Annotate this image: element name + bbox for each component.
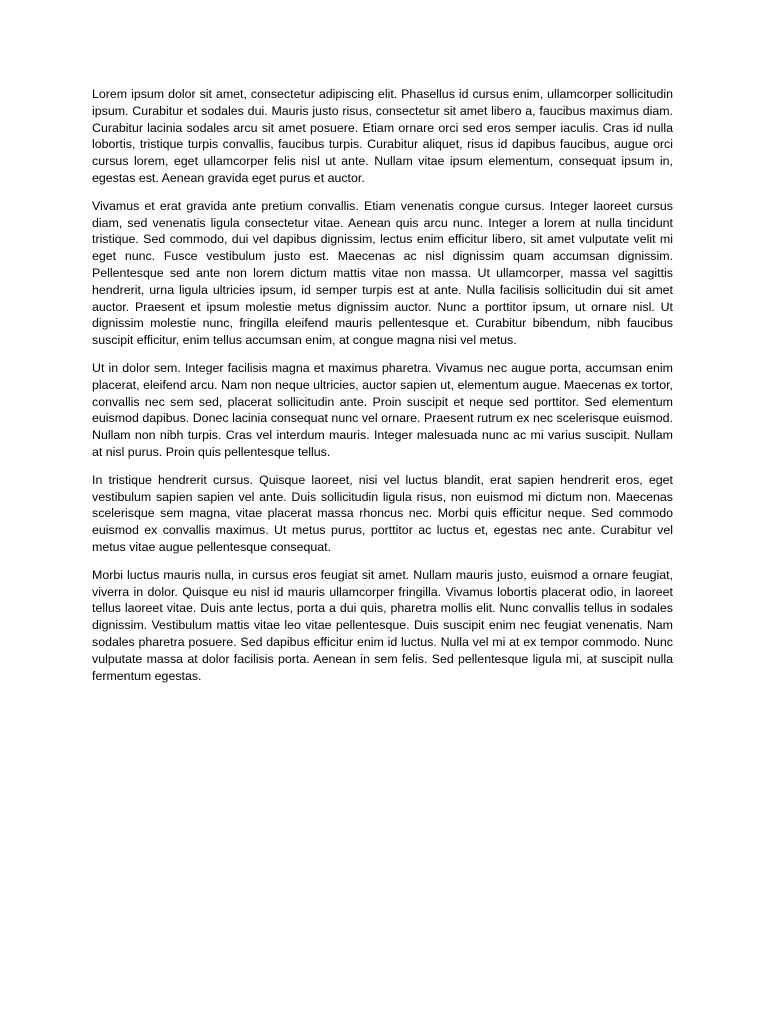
paragraph-3: Ut in dolor sem. Integer facilisis magna et maximus pharetra. Vivamus nec augue porta, accumsan enim placerat, eleifend arcu. Nam non neque ultricies, auctor sapien ut, elementum augue. Maecenas ex tortor, convallis nec sem sed, placerat sollicitudin ante. Proin suscipit et neque sed porttitor. Sed elementum euismod dapibus. Donec lacinia consequat nunc vel ornare. Praesent rutrum ex nec scelerisque euismod. Nullam non nibh turpis. Cras vel interdum mauris. Integer malesuada nunc ac mi varius suscipit. Nullam at nisl purus. Proin quis pellentesque tellus.	[92, 360, 673, 459]
paragraph-1: Lorem ipsum dolor sit amet, consectetur adipiscing elit. Phasellus id cursus enim, ullamcorper sollicitudin ipsum. Curabitur et sodales dui. Mauris justo risus, consectetur sit amet libero a, faucibus maximus diam. Curabitur lacinia sodales arcu sit amet posuere. Etiam ornare orci sed eros semper iaculis. Cras id nulla lobortis, tristique turpis convallis, faucibus turpis. Curabitur aliquet, risus id dapibus faucibus, augue orci cursus lorem, eget ullamcorper felis nisl ut ante. Nullam vitae ipsum elementum, consequat ipsum in, egestas est. Aenean gravida eget purus et auctor.	[92, 87, 673, 185]
document-page	[92, 86, 673, 695]
paragraph-4: In tristique hendrerit cursus. Quisque laoreet, nisi vel luctus blandit, erat sapien hendrerit eros, eget vestibulum sapien sapien vel ante. Duis sollicitudin ligula risus, non euismod mi dictum non. Maecenas scelerisque sem magna, vitae placerat massa rhoncus nec. Morbi quis efficitur neque. Sed commodo euismod ex convallis maximus. Ut metus purus, porttitor ac luctus et, egestas nec ante. Curabitur vel metus vitae augue pellentesque consequat.	[92, 472, 673, 554]
paragraph-5: Morbi luctus mauris nulla, in cursus eros feugiat sit amet. Nullam mauris justo, euismod a ornare feugiat, viverra in dolor. Quisque eu nisl id mauris ullamcorper fringilla. Vivamus lobortis placerat odio, in laoreet tellus laoreet vitae. Duis ante lectus, porta a dui quis, pharetra mollis elit. Nunc convallis tellus in sodales dignissim. Vestibulum mattis vitae leo vitae pellentesque. Duis suscipit enim nec feugiat venenatis. Nam sodales pharetra posuere. Sed dapibus efficitur enim id luctus. Nulla vel mi at ex tempor commodo. Nunc vulputate massa at dolor facilisis porta. Aenean in sem felis. Sed pellentesque ligula mi, at suscipit nulla fermentum egestas.	[92, 567, 673, 683]
paragraph-2: Vivamus et erat gravida ante pretium convallis. Etiam venenatis congue cursus. Integer laoreet cursus diam, sed venenatis ligula consectetur vitae. Aenean quis arcu nunc. Integer a lorem at nulla tincidunt tristique. Sed commodo, dui vel dapibus dignissim, lectus enim efficitur libero, sit amet vulputate velit mi eget nunc. Fusce vestibulum justo est. Maecenas ac nisl dignissim quam accumsan dignissim. Pellentesque sed ante non lorem dictum mattis vitae non massa. Ut ullamcorper, massa vel sagittis hendrerit, urna ligula ultricies ipsum, id semper turpis est at ante. Nulla facilisis sollicitudin dui sit amet auctor. Praesent et ipsum molestie metus dignissim auctor. Nunc a porttitor ipsum, ut ornare nisl. Ut dignissim molestie nunc, fringilla eleifend mauris pellentesque et. Curabitur bibendum, nibh faucibus suscipit efficitur, enim tellus accumsan enim, at congue magna nisi vel metus.	[92, 198, 673, 348]
